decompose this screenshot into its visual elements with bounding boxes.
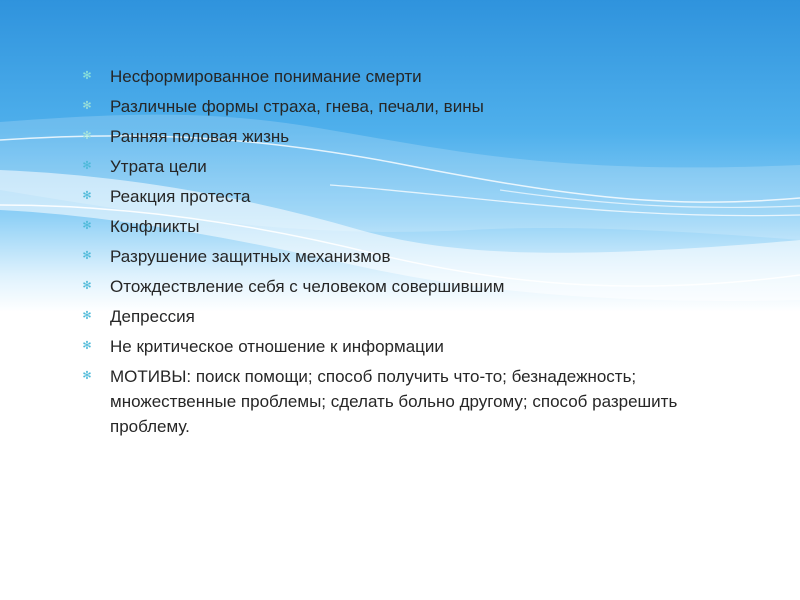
list-item bbox=[80, 334, 700, 359]
list-item-text: Разрушение защитных механизмов bbox=[110, 247, 391, 266]
list-item bbox=[80, 214, 700, 239]
list-item-text: Отождествление себя с человеком совершившим bbox=[110, 277, 505, 296]
list-item bbox=[80, 154, 700, 179]
list-item-text: Депрессия bbox=[110, 307, 195, 326]
asterisk-bullet-icon: ✻ bbox=[82, 309, 92, 322]
asterisk-bullet-icon: ✻ bbox=[82, 279, 92, 292]
asterisk-bullet-icon: ✻ bbox=[82, 129, 92, 142]
list-item-text: Несформированное понимание смерти bbox=[110, 67, 422, 86]
list-item bbox=[80, 274, 700, 299]
list-item bbox=[80, 304, 700, 329]
list-item-text: Не критическое отношение к информации bbox=[110, 337, 444, 356]
asterisk-bullet-icon: ✻ bbox=[82, 189, 92, 202]
list-item bbox=[80, 184, 700, 209]
list-item bbox=[80, 364, 700, 439]
list-item-text: Утрата цели bbox=[110, 157, 207, 176]
bullet-list bbox=[80, 64, 700, 444]
list-item-text: Различные формы страха, гнева, печали, вины bbox=[110, 97, 484, 116]
asterisk-bullet-icon: ✻ bbox=[82, 159, 92, 172]
list-item bbox=[80, 94, 700, 119]
asterisk-bullet-icon: ✻ bbox=[82, 99, 92, 112]
asterisk-bullet-icon: ✻ bbox=[82, 69, 92, 82]
list-item-text: Ранняя половая жизнь bbox=[110, 127, 290, 146]
asterisk-bullet-icon: ✻ bbox=[82, 369, 92, 382]
asterisk-bullet-icon: ✻ bbox=[82, 219, 92, 232]
list-item-text: МОТИВЫ: поиск помощи; способ получить что-то; безнадежность; множественные проблемы; сделать больно другому; способ разрешить проблему. bbox=[110, 367, 678, 436]
list-item-text: Конфликты bbox=[110, 217, 200, 236]
list-item bbox=[80, 244, 700, 269]
list-item bbox=[80, 124, 700, 149]
asterisk-bullet-icon: ✻ bbox=[82, 249, 92, 262]
asterisk-bullet-icon: ✻ bbox=[82, 339, 92, 352]
list-item-text: Реакция протеста bbox=[110, 187, 251, 206]
list-item bbox=[80, 64, 700, 89]
